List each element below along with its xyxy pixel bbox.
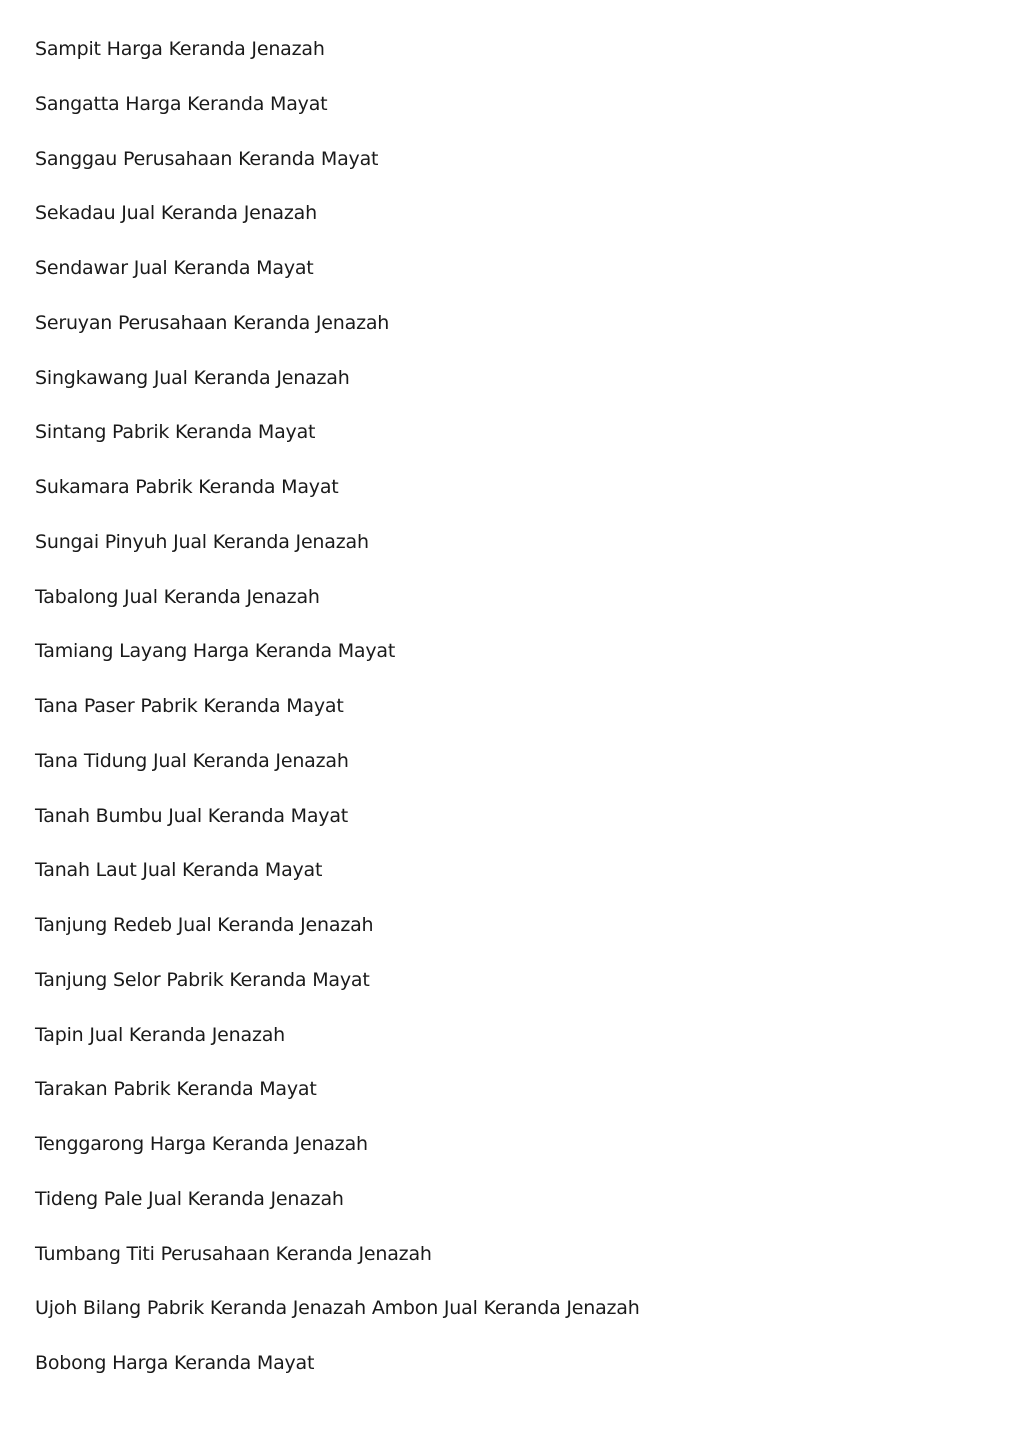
text-line: Singkawang Jual Keranda Jenazah <box>35 366 350 389</box>
text-line: Sukamara Pabrik Keranda Mayat <box>35 476 339 498</box>
text-line: Tamiang Layang Harga Keranda Mayat <box>35 640 396 663</box>
text-line: Ujoh Bilang Pabrik Keranda Jenazah Ambon Jual Keranda Jenazah <box>35 1297 640 1320</box>
text-line: Sintang Pabrik Keranda Mayat <box>35 421 316 444</box>
text-line: Tapin Jual Keranda Jenazah <box>35 1023 286 1046</box>
text-line: Sanggau Perusahaan Keranda Mayat <box>35 147 379 170</box>
text-line: Tanah Bumbu Jual Keranda Mayat <box>35 804 349 827</box>
text-lines <box>35 36 640 1405</box>
text-line: Tana Paser Pabrik Keranda Mayat <box>35 695 344 717</box>
text-line: Tumbang Titi Perusahaan Keranda Jenazah <box>35 1242 432 1265</box>
text-line: Tideng Pale Jual Keranda Jenazah <box>35 1187 344 1210</box>
text-line: Bobong Harga Keranda Mayat <box>35 1352 315 1374</box>
text-line: Sendawar Jual Keranda Mayat <box>35 257 314 279</box>
text-line: Sungai Pinyuh Jual Keranda Jenazah <box>35 530 369 553</box>
text-line: Tanah Laut Jual Keranda Mayat <box>35 859 323 882</box>
text-line: Sangatta Harga Keranda Mayat <box>35 92 328 115</box>
text-line: Tenggarong Harga Keranda Jenazah <box>35 1133 368 1155</box>
text-line: Sekadau Jual Keranda Jenazah <box>35 202 317 225</box>
text-line: Seruyan Perusahaan Keranda Jenazah <box>35 311 390 334</box>
text-line: Tanjung Selor Pabrik Keranda Mayat <box>35 968 370 991</box>
text-line: Tana Tidung Jual Keranda Jenazah <box>35 749 349 772</box>
text-line: Tanjung Redeb Jual Keranda Jenazah <box>35 914 374 936</box>
text-line: Sampit Harga Keranda Jenazah <box>35 38 325 60</box>
text-line: Tabalong Jual Keranda Jenazah <box>35 585 320 608</box>
text-line: Tarakan Pabrik Keranda Mayat <box>35 1078 317 1101</box>
